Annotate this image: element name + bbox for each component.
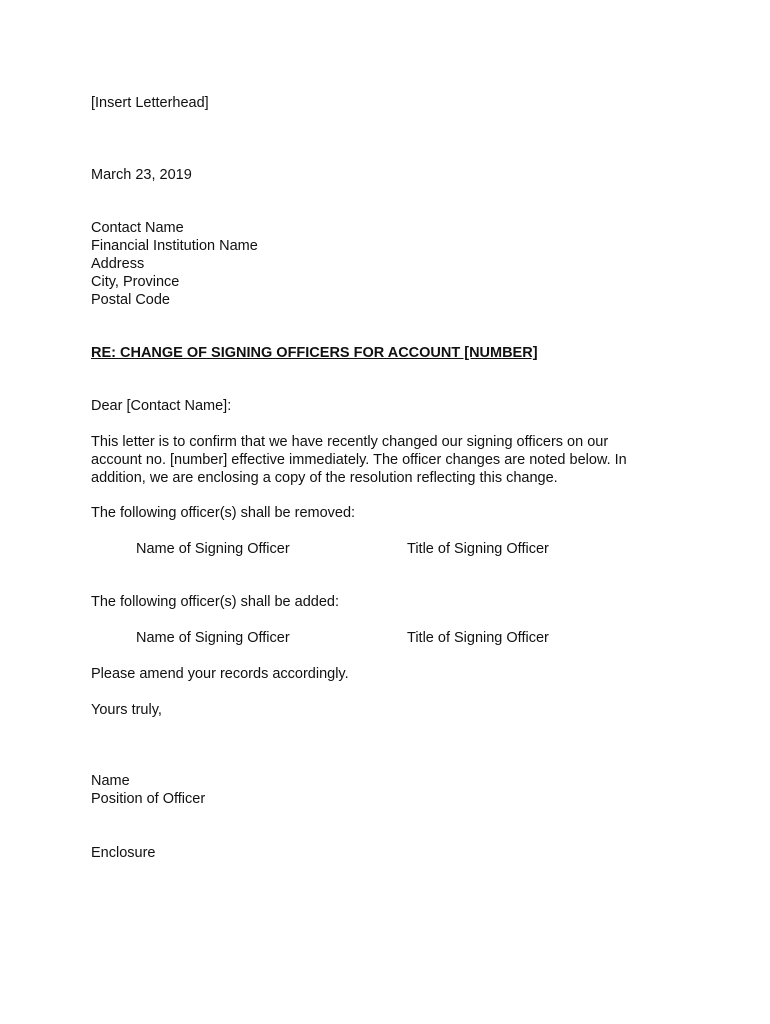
closing-request: Please amend your records accordingly. [91, 666, 349, 682]
recipient-address-block [91, 219, 258, 309]
complimentary-close: Yours truly, [91, 702, 162, 718]
removed-officer-name: Name of Signing Officer [136, 541, 290, 557]
subject-line: RE: CHANGE OF SIGNING OFFICERS FOR ACCOUNT [NUMBER] [91, 345, 538, 361]
enclosure-notation: Enclosure [91, 845, 156, 861]
added-officer-row [0, 629, 770, 647]
recipient-address: Address [91, 256, 145, 272]
added-officer-name: Name of Signing Officer [136, 630, 290, 646]
recipient-city-province: City, Province [91, 274, 180, 290]
signatory-position: Position of Officer [91, 791, 206, 807]
salutation: Dear [Contact Name]: [91, 398, 232, 414]
intro-line: This letter is to confirm that we have recently changed our signing officers on our [91, 434, 609, 450]
removed-officer-row [0, 540, 770, 558]
recipient-postal-code: Postal Code [91, 292, 170, 308]
removed-officer-title: Title of Signing Officer [407, 541, 549, 557]
signature-block [91, 772, 205, 808]
added-heading: The following officer(s) shall be added: [91, 594, 339, 610]
letter-date: March 23, 2019 [91, 167, 192, 183]
intro-paragraph [91, 433, 627, 487]
letterhead-placeholder: [Insert Letterhead] [91, 95, 209, 111]
intro-line: account no. [number] effective immediately. The officer changes are noted below. In [91, 452, 627, 468]
intro-line: addition, we are enclosing a copy of the resolution reflecting this change. [91, 470, 558, 486]
signatory-name: Name [91, 773, 130, 789]
recipient-contact-name: Contact Name [91, 220, 184, 236]
removed-heading: The following officer(s) shall be removed: [91, 505, 356, 521]
recipient-institution: Financial Institution Name [91, 238, 258, 254]
added-officer-title: Title of Signing Officer [407, 630, 549, 646]
